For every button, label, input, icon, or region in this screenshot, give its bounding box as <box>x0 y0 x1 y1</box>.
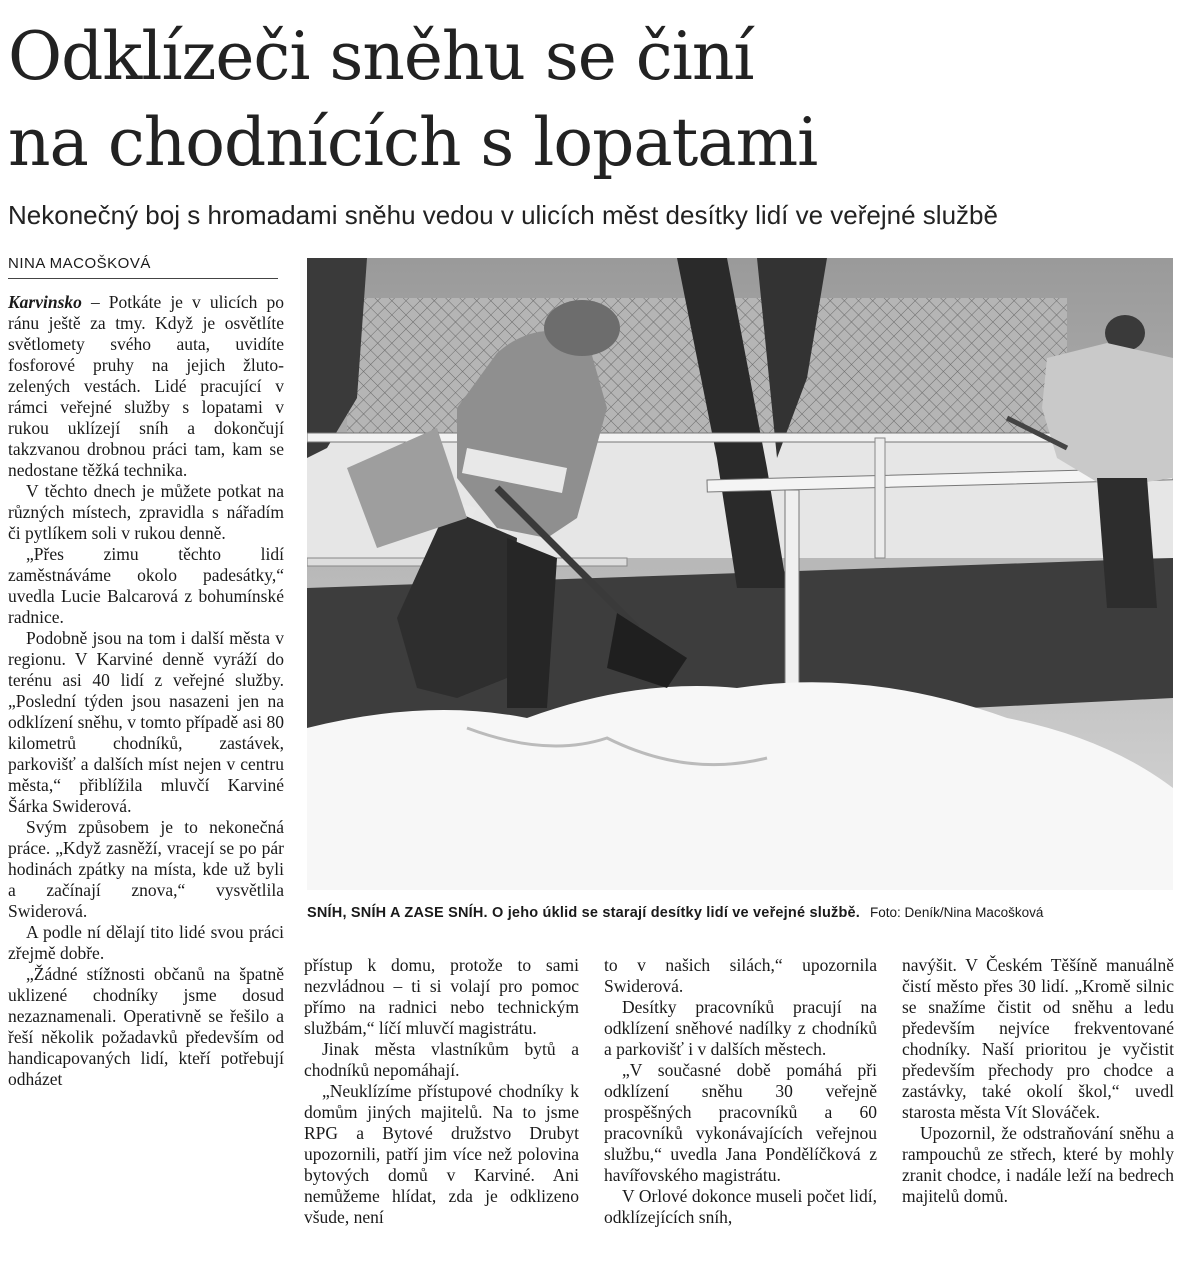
article-photo <box>307 258 1173 890</box>
paragraph: Upozornil, že odstraňování sněhu a rampouchů ze střech, které by mohly zranit chodce, i nadále leží na bedrech majitelů domů. <box>902 1123 1174 1206</box>
photo-credit: Foto: Deník/Nina Macošková <box>870 905 1044 920</box>
paragraph: V těchto dnech je můžete potkat na různých místech, zpravidla s nářadím či pytlíkem soli v rukou denně. <box>8 481 284 543</box>
caption-text: SNÍH, SNÍH A ZASE SNÍH. O jeho úklid se starají desítky lidí ve veřejné službě. <box>307 905 861 921</box>
article-column-1 <box>8 292 284 1090</box>
paragraph: Desítky pracovníků pracují na odklízení sněhové nadílky z chodníků a parkovišť i v dalších městech. <box>604 997 877 1059</box>
headline <box>8 14 1173 186</box>
paragraph: přístup k domu, protože to sami nezvládnou – ti si volají pro pomoc přímo na radnici nebo technickým službám,“ líčí mluvčí magistrátu. <box>304 955 579 1038</box>
article-column-3 <box>604 955 877 1228</box>
article-column-4 <box>902 955 1174 1207</box>
paragraph: „Žádné stížnosti občanů na špatně uklizené chodníky jsme dosud nezaznamenali. Operativně se řešilo a řeší několik požadavků především od handicapovaných lidí, kteří potřebují odházet <box>8 964 284 1089</box>
paragraph: „Přes zimu těchto lidí zaměstnáváme okolo padesátky,“ uvedla Lucie Balcarová z bohumínské radnice. <box>8 544 284 627</box>
paragraph: to v našich silách,“ upozornila Swiderová. <box>604 955 877 996</box>
headline-line-1: Odklízeči sněhu se činí <box>8 18 754 95</box>
paragraph: „V současné době pomáhá při odklízení sněhu 30 veřejně prospěšných pracovníků a 60 pracovníků vykonávajících veřejnou službu,“ uvedla Jana Pondělíčková z havířovského magistrátu. <box>604 1060 877 1185</box>
photo-snow-shovelers <box>307 258 1173 890</box>
paragraph: Jinak města vlastníkům bytů a chodníků nepomáhají. <box>304 1039 579 1080</box>
paragraph: navýšit. V Českém Těšíně manuálně čistí město přes 30 lidí. „Kromě silnic se snažíme čistit od sněhu a ledu především nejvíce frekventované chodníky. Naší prioritou je vyčistit především přechody pro chodce a zastávky, také okolí škol,“ uvedl starosta města Vít Slováček. <box>902 955 1174 1122</box>
paragraph: Karvinsko – Potkáte je v ulicích po ránu ještě za tmy. Když je osvětlíte světlomety svého auta, uvidíte fosforové pruhy na jejich žluto-zelených vestách. Lidé pracující v rámci veřejné služby s lopatami v rukou uklízejí sníh a dokončují takzvanou drobnou práci tam, kam se nedostane těžká technika. <box>8 292 284 480</box>
article-column-2 <box>304 955 579 1228</box>
paragraph: Svým způsobem je to nekonečná práce. „Když zasněží, vracejí se po pár hodinách zpátky na místa, kde už byli a začínají znova,“ vysvětlila Swiderová. <box>8 817 284 921</box>
photo-caption <box>307 905 1173 921</box>
paragraph: Podobně jsou na tom i další města v regionu. V Karviné denně vyráží do terénu asi 40 lidí z veřejné služby. „Poslední týden jsou nasazeni jen na odklízení sněhu, v tomto případě asi 80 kilometrů chodníků, zastávek, parkovišť a dalších míst nejen v centru města,“ přiblížila mluvčí Karviné Šárka Swiderová. <box>8 628 284 816</box>
byline: NINA MACOŠKOVÁ <box>8 255 278 279</box>
headline-line-2: na chodnících s lopatami <box>8 104 818 181</box>
dateline: Karvinsko <box>8 292 82 312</box>
paragraph: A podle ní dělají tito lidé svou práci zřejmě dobře. <box>8 922 284 963</box>
subheadline: Nekonečný boj s hromadami sněhu vedou v ulicích měst desítky lidí ve veřejné službě <box>8 200 998 230</box>
paragraph: V Orlové dokonce museli počet lidí, odklízejících sníh, <box>604 1186 877 1227</box>
paragraph: „Neuklízíme přístupové chodníky k domům jiných majitelů. Na to jsme RPG a Bytové družstvo Drubyt upozornili, patří jim více než polovina bytových domů v Karviné. Ani nemůžeme hlídat, zda je odklizeno všude, není <box>304 1081 579 1227</box>
